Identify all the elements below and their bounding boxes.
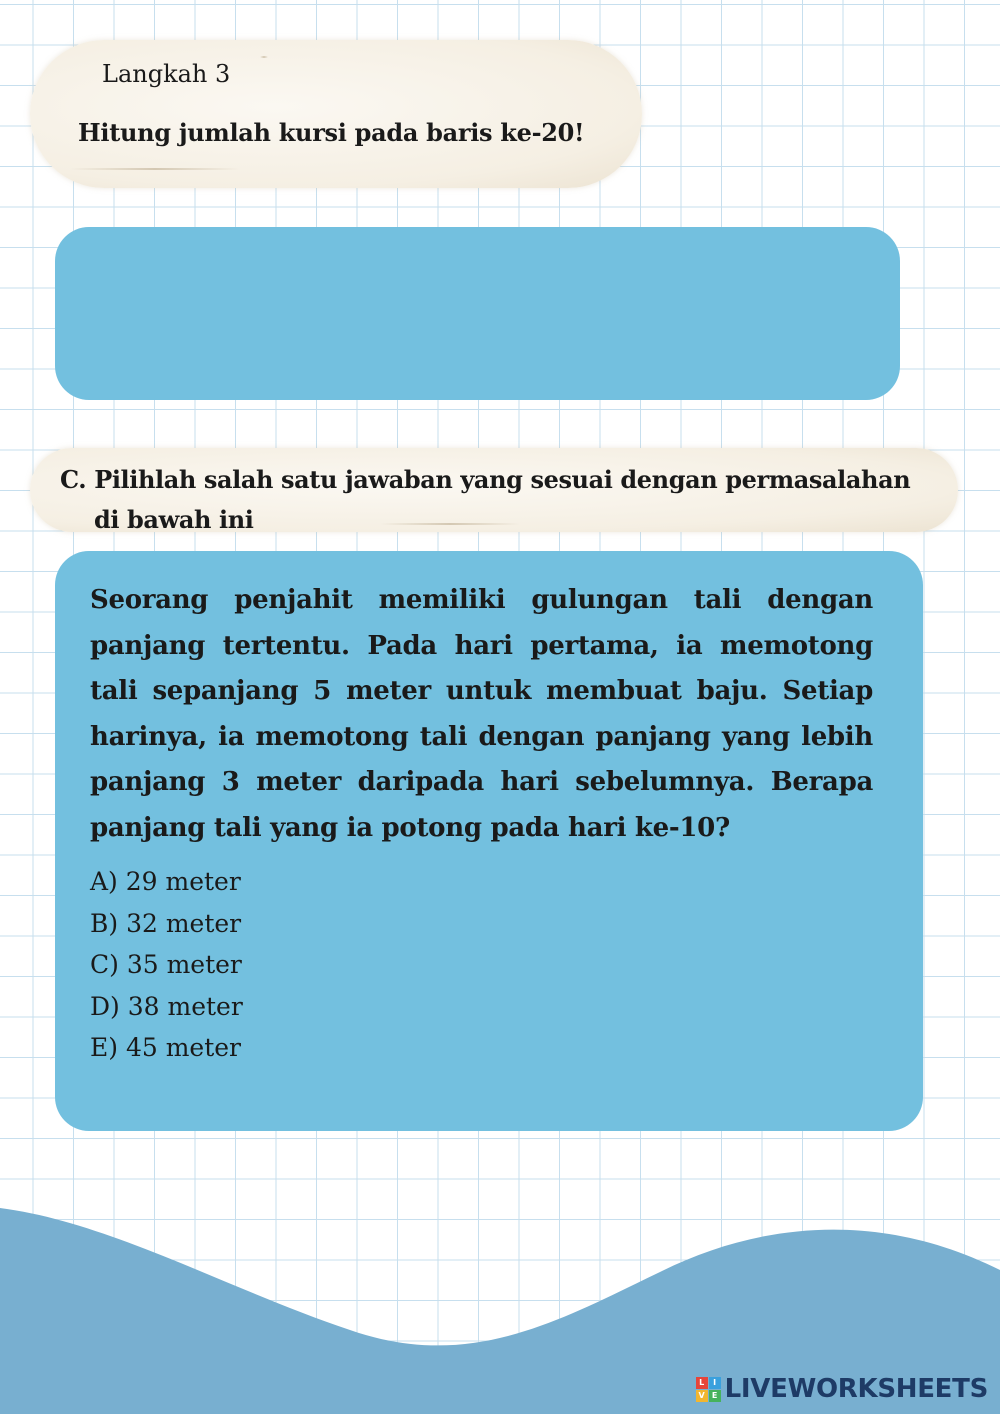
logo-letter-i: I xyxy=(709,1377,721,1389)
section-heading: C. Pilihlah salah satu jawaban yang sesuai dengan permasalahan di bawah ini xyxy=(60,465,911,534)
option-a[interactable]: A) 29 meter xyxy=(90,867,241,896)
step-instruction: Hitung jumlah kursi pada baris ke-20! xyxy=(78,118,585,147)
question-card xyxy=(55,551,923,1131)
logo-letter-l: L xyxy=(696,1377,708,1389)
question-text: Seorang penjahit memiliki gulungan tali dengan panjang tertentu. Pada hari pertama, ia memotong tali sepanjang 5 meter untuk membuat baju. Setiap harinya, ia memotong tali dengan panjang yang lebih panjang 3 meter daripada hari sebelumnya. Berapa panjang tali yang ia potong pada hari ke-10? xyxy=(90,585,873,843)
section-label-card xyxy=(30,448,958,532)
liveworksheets-brand xyxy=(696,1374,988,1404)
option-d[interactable]: D) 38 meter xyxy=(90,991,243,1021)
brand-name: LIVEWORKSHEETS xyxy=(724,1374,988,1404)
answer-box[interactable] xyxy=(55,227,900,400)
answer-options xyxy=(90,861,873,1069)
step-title: Langkah 3 xyxy=(102,60,231,88)
logo-letter-e: E xyxy=(709,1390,721,1402)
logo-letter-v: V xyxy=(696,1390,708,1402)
option-c[interactable]: C) 35 meter xyxy=(90,950,242,980)
option-e[interactable]: E) 45 meter xyxy=(90,1033,242,1063)
option-b[interactable]: B) 32 meter xyxy=(90,908,242,938)
step-label-card xyxy=(30,40,642,188)
liveworksheets-logo-icon xyxy=(696,1377,721,1402)
